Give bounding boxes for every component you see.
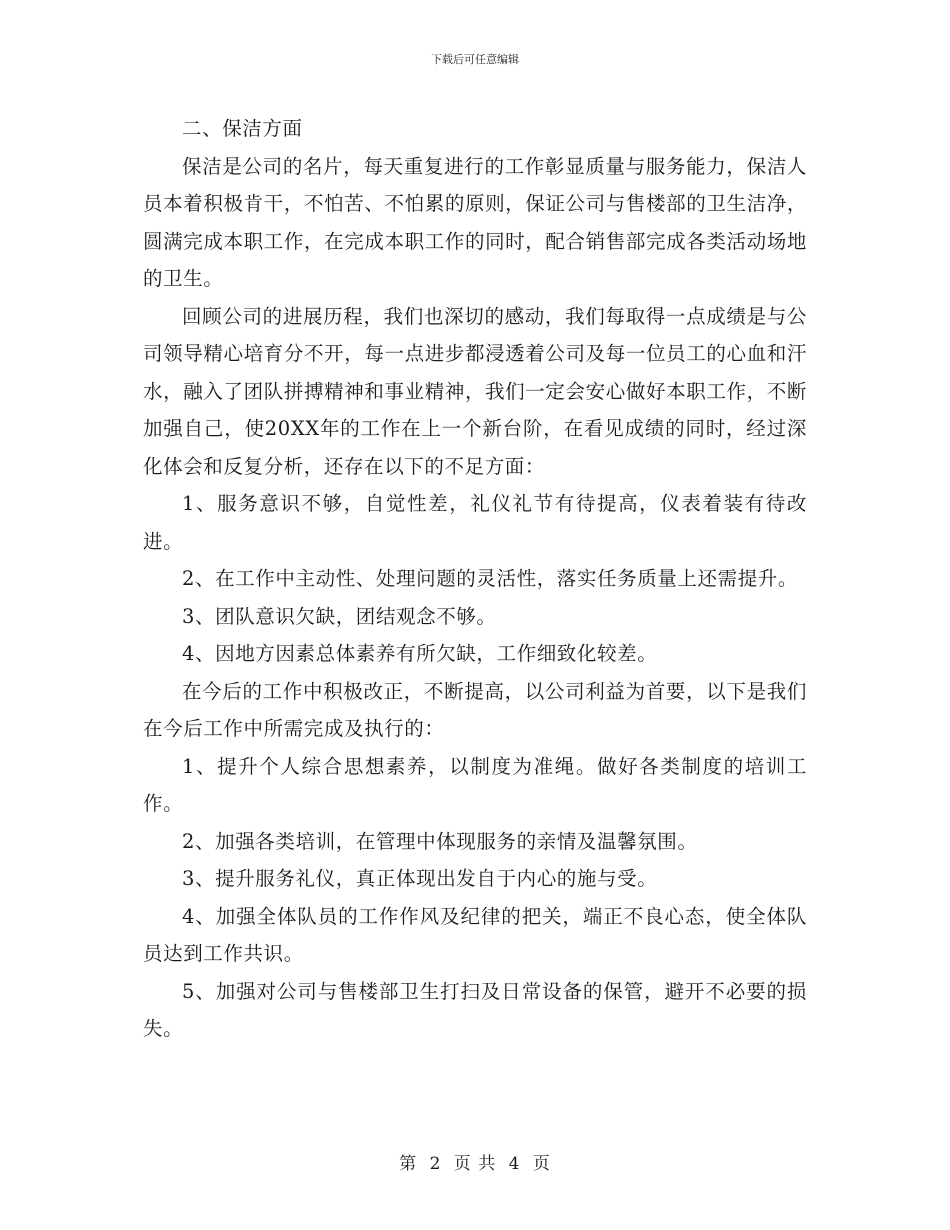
list-item: 4、加强全体队员的工作作风及纪律的把关，端正不良心态，使全体队员达到工作共识。 [143,904,807,965]
list-item: 2、加强各类培训，在管理中体现服务的亲情及温馨氛围。 [182,829,698,853]
list-item: 3、团队意识欠缺，团结观念不够。 [182,604,497,628]
list-item: 5、加强对公司与售楼部卫生打扫及日常设备的保管，避开不必要的损失。 [143,979,807,1040]
paragraph: 在今后的工作中积极改正，不断提高，以公司利益为首要，以下是我们在今后工作中所需完成及执行的： [143,679,807,740]
page-number: 2 [429,1154,442,1174]
footer-suffix: 页 [532,1154,551,1174]
list-item: 1、服务意识不够，自觉性差，礼仪礼节有待提高，仪表着装有待改进。 [143,492,807,553]
list-item: 4、因地方因素总体素养有所欠缺，工作细致化较差。 [182,642,658,665]
footer-middle: 页 共 [453,1154,497,1174]
page-header: 下载后可任意编辑 [431,53,519,66]
document-body [143,110,807,1048]
page-footer [0,1154,950,1174]
paragraph: 回顾公司的进展历程，我们也深切的感动，我们每取得一点成绩是与公司领导精心培育分不开，每一点进步都浸透着公司及每一位员工的心血和汗水，融入了团队拼搏精神和事业精神，我们一定会安心做好本职工作，不断加强自己，使20XX年的工作在上一个新台阶，在看见成绩的同时，经过深化体会和反复分析，还存在以下的不足方面： [143,304,807,478]
footer-prefix: 第 [399,1154,418,1174]
paragraph: 保洁是公司的名片，每天重复进行的工作彰显质量与服务能力，保洁人员本着积极肯干，不怕苦、不怕累的原则，保证公司与售楼部的卫生洁净，圆满完成本职工作，在完成本职工作的同时，配合销售部完成各类活动场地的卫生。 [143,154,807,290]
list-item: 3、提升服务礼仪，真正体现出发自于内心的施与受。 [182,867,658,890]
section-heading: 二、保洁方面 [182,117,303,140]
list-item: 1、提升个人综合思想素养，以制度为准绳。做好各类制度的培训工作。 [143,754,807,815]
list-item: 2、在工作中主动性、处理问题的灵活性，落实任务质量上还需提升。 [182,567,799,590]
page-total: 4 [508,1154,521,1174]
